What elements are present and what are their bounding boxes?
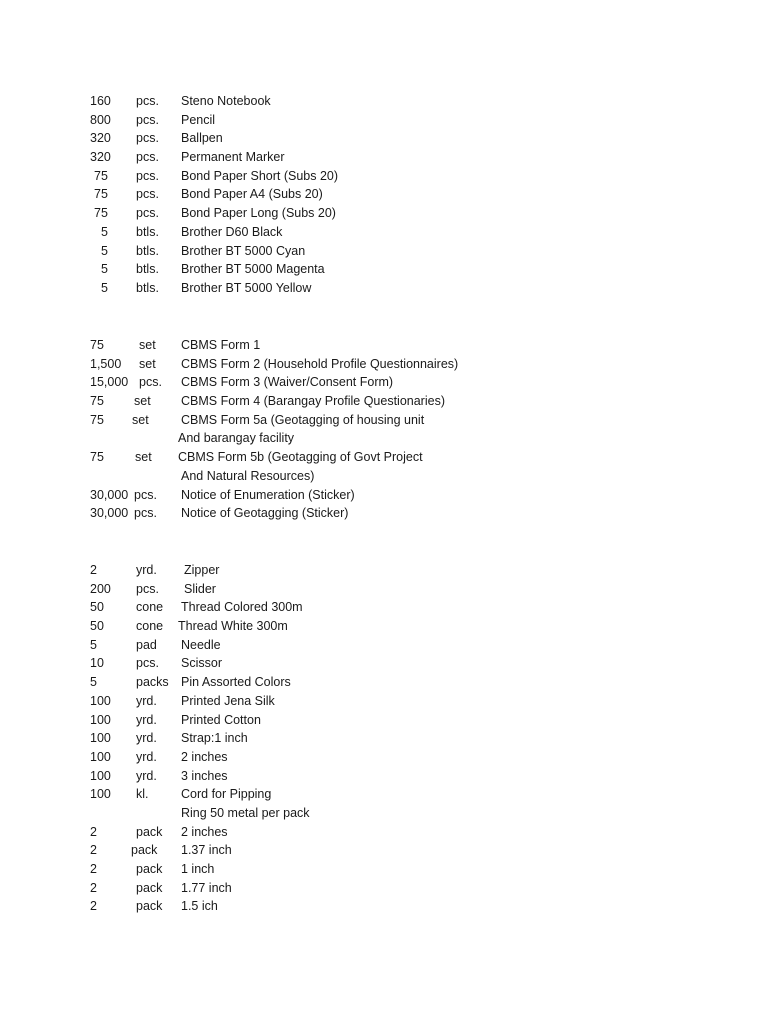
item-unit: yrd. — [136, 563, 157, 577]
item-unit: btls. — [136, 224, 159, 239]
item-desc: Bond Paper Short (Subs 20) — [181, 168, 339, 183]
item-desc: 3 inches — [181, 768, 228, 783]
item-qty: 1,500 — [90, 356, 122, 371]
item-qty: 2 — [90, 880, 97, 895]
item-unit: pack — [136, 899, 163, 914]
item-desc: 2 inches — [181, 824, 228, 839]
item-unit: pcs. — [139, 375, 162, 390]
item-desc: Thread Colored 300m — [181, 600, 303, 615]
item-unit: pcs. — [136, 112, 159, 127]
item-desc: Strap:1 inch — [181, 731, 248, 746]
item-desc: Printed Jena Silk — [181, 693, 275, 708]
item-qty: 100 — [90, 712, 111, 727]
item-unit: yrd. — [136, 693, 157, 708]
item-desc: 1.77 inch — [181, 880, 232, 895]
item-unit: pack — [131, 843, 158, 858]
item-qty: 15,000 — [90, 375, 129, 390]
item-qty: 5 — [101, 243, 108, 258]
item-unit: yrd. — [136, 712, 157, 727]
item-qty: 5 — [101, 262, 108, 277]
item-qty: 200 — [90, 581, 111, 596]
item-qty: 100 — [90, 768, 111, 783]
item-qty: 30,000 — [90, 506, 129, 521]
item-unit: pcs. — [134, 487, 157, 502]
item-desc: Permanent Marker — [181, 150, 285, 165]
item-desc: Pin Assorted Colors — [181, 675, 291, 690]
item-desc: CBMS Form 3 (Waiver/Consent Form) — [181, 375, 394, 390]
item-qty: 50 — [90, 619, 104, 634]
item-desc: Bond Paper A4 (Subs 20) — [181, 187, 323, 202]
item-qty: 2 — [90, 563, 97, 577]
item-desc: Brother BT 5000 Cyan — [181, 243, 306, 258]
item-desc: Notice of Enumeration (Sticker) — [181, 487, 355, 502]
item-qty: 75 — [94, 206, 108, 221]
item-qty: 5 — [101, 280, 108, 295]
item-unit: yrd. — [136, 749, 157, 764]
item-unit: set — [139, 338, 156, 352]
item-unit: pcs. — [136, 187, 159, 202]
item-desc: Brother BT 5000 Magenta — [181, 262, 325, 277]
item-qty: 75 — [94, 187, 108, 202]
item-qty: 30,000 — [90, 487, 129, 502]
item-unit: set — [139, 356, 156, 371]
item-desc: Pencil — [181, 112, 216, 127]
item-qty: 5 — [90, 675, 97, 690]
item-unit: pcs. — [136, 131, 159, 146]
item-unit: pack — [136, 880, 163, 895]
item-qty: 320 — [90, 131, 111, 146]
item-desc: CBMS Form 1 — [181, 338, 261, 352]
item-qty: 100 — [90, 693, 111, 708]
item-unit: set — [135, 450, 152, 465]
item-qty: 10 — [90, 656, 104, 671]
item-unit: pack — [136, 862, 163, 876]
item-qty: 100 — [90, 749, 111, 764]
item-desc: Steno Notebook — [181, 94, 271, 108]
item-desc: Thread White 300m — [178, 619, 288, 634]
item-desc: Notice of Geotagging (Sticker) — [181, 506, 349, 521]
item-unit: pcs. — [136, 206, 159, 221]
item-desc: And Natural Resources) — [181, 468, 315, 483]
item-unit: kl. — [136, 787, 149, 802]
item-desc: 1 inch — [181, 862, 215, 876]
item-unit: packs — [136, 675, 169, 690]
item-qty: 2 — [90, 862, 97, 876]
item-unit: pack — [136, 824, 163, 839]
item-unit: pcs. — [136, 581, 159, 596]
item-unit: pcs. — [136, 150, 159, 165]
item-qty: 2 — [90, 824, 97, 839]
item-unit: pad — [136, 637, 157, 652]
item-qty: 320 — [90, 150, 111, 165]
item-qty: 75 — [90, 412, 104, 427]
item-desc: Needle — [181, 637, 221, 652]
item-desc: 2 inches — [181, 749, 228, 764]
item-desc: Zipper — [184, 563, 220, 577]
item-qty: 75 — [90, 450, 104, 465]
item-qty: 160 — [90, 94, 111, 108]
item-desc: Printed Cotton — [181, 712, 261, 727]
item-unit: yrd. — [136, 731, 157, 746]
item-qty: 50 — [90, 600, 104, 615]
item-unit: btls. — [136, 262, 159, 277]
item-unit: pcs. — [136, 94, 159, 108]
item-desc: 1.37 inch — [181, 843, 232, 858]
item-unit: yrd. — [136, 768, 157, 783]
item-unit: set — [132, 412, 149, 427]
item-unit: cone — [136, 600, 164, 615]
item-desc: CBMS Form 5a (Geotagging of housing unit — [181, 412, 425, 427]
item-qty: 800 — [90, 112, 111, 127]
item-desc: CBMS Form 2 (Household Profile Questionnaires) — [181, 356, 459, 371]
item-desc: Ring 50 metal per pack — [181, 805, 310, 820]
item-qty: 2 — [90, 899, 97, 914]
item-desc: 1.5 ich — [181, 899, 218, 914]
item-desc: CBMS Form 4 (Barangay Profile Questionaries) — [181, 394, 445, 409]
item-desc: Scissor — [181, 656, 222, 671]
item-desc: Slider — [184, 581, 216, 596]
item-desc: CBMS Form 5b (Geotagging of Govt Project — [178, 450, 423, 465]
item-desc: Brother BT 5000 Yellow — [181, 280, 312, 295]
item-qty: 75 — [90, 338, 104, 352]
item-desc: Ballpen — [181, 131, 223, 146]
item-unit: btls. — [136, 243, 159, 258]
item-qty: 75 — [94, 168, 108, 183]
item-qty: 75 — [90, 394, 104, 409]
item-qty: 5 — [101, 224, 108, 239]
item-desc: Bond Paper Long (Subs 20) — [181, 206, 336, 221]
item-unit: cone — [136, 619, 164, 634]
item-unit: pcs. — [134, 506, 157, 521]
item-unit: pcs. — [136, 656, 159, 671]
item-qty: 100 — [90, 731, 111, 746]
item-unit: set — [134, 394, 151, 409]
item-desc: Brother D60 Black — [181, 224, 283, 239]
item-desc: Cord for Pipping — [181, 787, 272, 802]
item-unit: pcs. — [136, 168, 159, 183]
item-desc: And barangay facility — [178, 431, 295, 446]
item-qty: 100 — [90, 787, 111, 802]
item-qty: 5 — [90, 637, 97, 652]
item-unit: btls. — [136, 280, 159, 295]
item-qty: 2 — [90, 843, 97, 858]
